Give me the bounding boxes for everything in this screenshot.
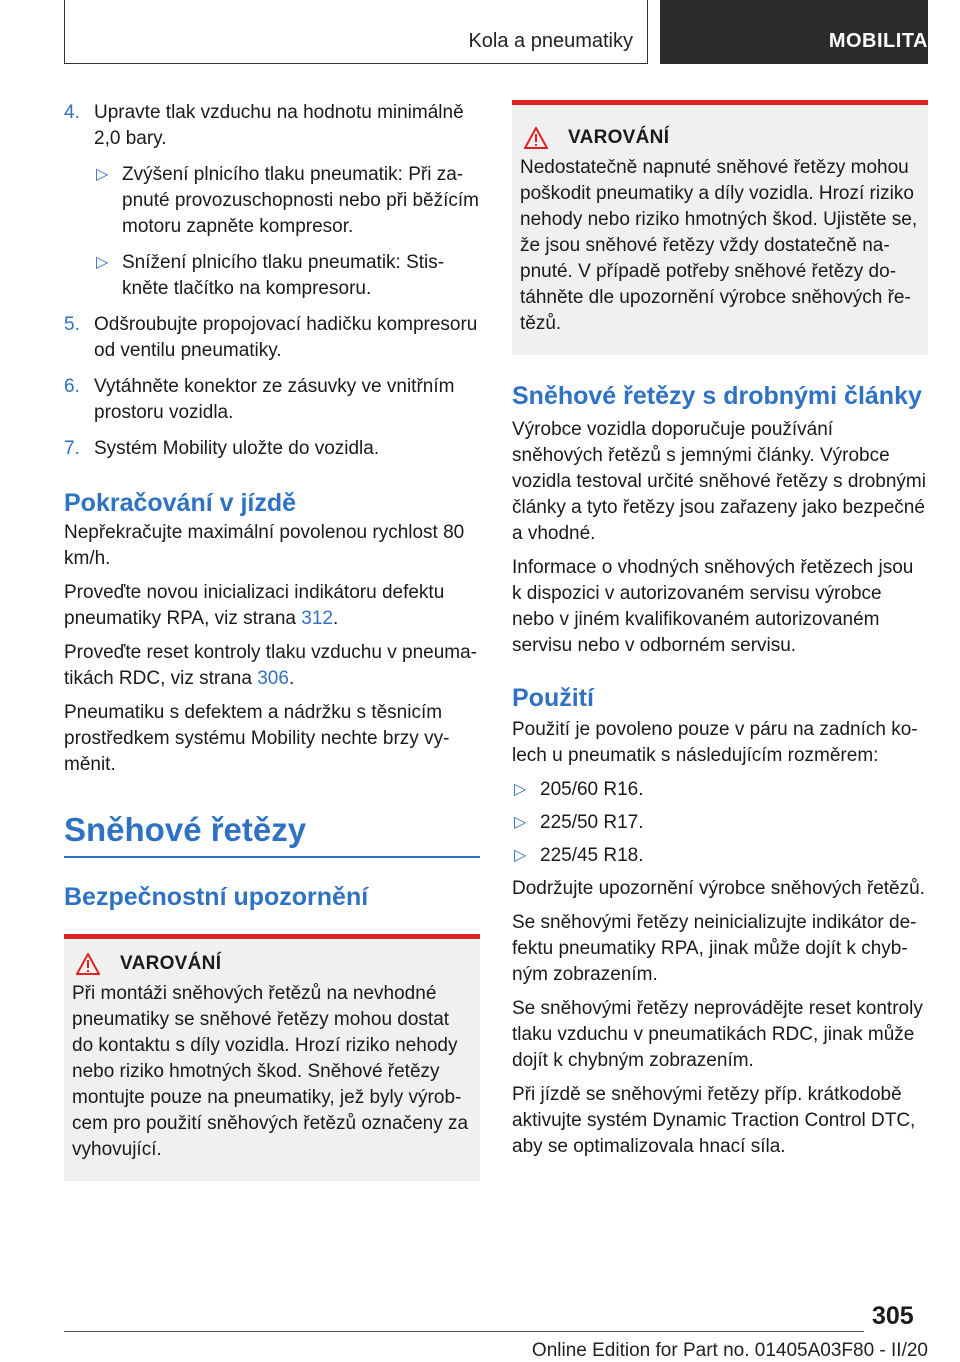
paragraph: Informace o vhodných sněhových řetězech jsou k dispozici v autorizovaném servisu výrobce nebo v jiném kvalifikovaném autorizovaném servisu nebo v odborném servisu. [512,557,914,656]
step-item [64,312,480,364]
triangle-right-icon: ▷ [514,814,527,831]
sub-list-item [64,250,480,302]
warning-title: VAROVÁNÍ [568,127,670,148]
size-text: 225/50 R17. [540,812,644,833]
step-text: Systém Mobility uložte do vozidla. [94,438,380,459]
page-link[interactable]: 306 [257,668,289,689]
page-link[interactable]: 312 [301,608,333,629]
paragraph: Při jízdě se sněhovými řetězy příp. krátkodobě aktivujte systém Dynamic Traction Control DTC, aby se optimalizovala hnací síla. [512,1084,916,1157]
warning-box [512,100,928,355]
step-number: 5. [64,314,80,335]
warning-text: Při montáži sněhových řetězů na nevhodné pneumatiky se sněhové řetězy mohou dostat do kontaktu s díly vozidla. Hrozí riziko nehody nebo riziko hmotných škod. Sněhové řetězy montujte pouze na pneumatiky, jež byly výrobcem pro použití sněhových řetězů označeny za vyhovující. [72,983,469,1160]
paragraph: Pneumatiku s defektem a nádržku s těsnicím prostředkem systému Mobility nechte brzy vyměnit. [64,702,450,775]
triangle-right-icon: ▷ [514,847,527,864]
paragraph: Výrobce vozidla doporučuje používání sněhových řetězů s jemnými články. Výrobce vozidla testoval určité sněhové řetězy s drobnými články a tyto řetězy jsou zařazeny jako bezpečné a vhodné. [512,419,926,544]
warning-title: VAROVÁNÍ [120,953,222,974]
step-number: 4. [64,102,80,123]
step-item [64,100,480,152]
warning-triangle-icon [524,127,548,149]
page-header [64,0,928,64]
paragraph: Dodržujte upozornění výrobce sněhových řetězů. [512,878,925,899]
footer-divider [64,1331,864,1332]
heading-divider [64,856,480,858]
left-column [64,100,480,1181]
sub-item-text: Zvýšení plnicího tlaku pneumatik: Při zapnuté provozuschopnosti nebo při běžícím motoru zapněte kompresor. [122,164,479,237]
list-item [512,777,928,803]
step-number: 7. [64,438,80,459]
warning-triangle-icon [76,953,100,975]
size-text: 205/60 R16. [540,779,644,800]
continue-heading: Pokračování v jízdě [64,489,297,517]
footer-edition: Online Edition for Part no. 01405A03F80 - II/20 [531,1340,928,1361]
size-text: 225/45 R18. [540,845,644,866]
paragraph: Se sněhovými řetězy neprovádějte reset kontroly tlaku vzduchu v pneumatikách RDC, jinak může dojít k chybným zobrazením. [512,998,923,1071]
list-item [512,810,928,836]
warning-header [72,953,472,975]
header-section-title: Kola a pneumatiky [64,0,648,64]
size-list [512,777,928,869]
safety-heading: Bezpečnostní upozornění [64,883,369,911]
step-text: Odšroubujte propojovací hadičku kompresoru od ventilu pneumatiky. [94,314,478,361]
triangle-right-icon: ▷ [96,254,109,271]
step-item [64,436,480,462]
paragraph: Použití je povoleno pouze v páru na zadních kolech u pneumatik s následujícím rozměrem: [512,719,918,766]
paragraph: Se sněhovými řetězy neinicializujte indikátor defektu pneumatiky RPA, jinak může dojít k chybným zobrazením. [512,912,917,985]
triangle-right-icon: ▷ [514,781,527,798]
paragraph: Nepřekračujte maximální povolenou rychlost 80 km/h. [64,522,465,569]
sub-item-text: Snížení plnicího tlaku pneumatik: Stiskněte tlačítko na kompresoru. [122,252,445,299]
paragraph: Proveďte reset kontroly tlaku vzduchu v pneumatikách RDC, viz strana 306. [64,642,477,689]
fine-chains-heading: Sněhové řetězy s drobnými články [512,382,922,410]
page-number: 305 [872,1302,914,1330]
step-number: 6. [64,376,80,397]
warning-header [520,127,920,149]
chapter-heading: Sněhové řetězy [64,811,307,848]
header-chapter-title: MOBILITA [660,0,928,64]
triangle-right-icon: ▷ [96,166,109,183]
list-item [512,843,928,869]
use-heading: Použití [512,684,594,712]
right-column [512,100,928,1160]
warning-text: Nedostatečně napnuté sněhové řetězy mohou poškodit pneumatiky a díly vozidla. Hrozí riziko nehody nebo riziko hmotných škod. Ujistěte se, že jsou sněhové řetězy vždy dostatečně napnuté. V případě potřeby sněhové řetězy dotáhněte dle upozornění výrobce sněhových řetězů. [520,157,918,334]
warning-box [64,934,480,1181]
paragraph: Proveďte novou inicializaci indikátoru defektu pneumatiky RPA, viz strana 312. [64,582,445,629]
sub-list-item [64,162,480,240]
step-text: Upravte tlak vzduchu na hodnotu minimálně 2,0 bary. [94,102,464,149]
step-item [64,374,480,426]
step-text: Vytáhněte konektor ze zásuvky ve vnitřním prostoru vozidla. [94,376,455,423]
